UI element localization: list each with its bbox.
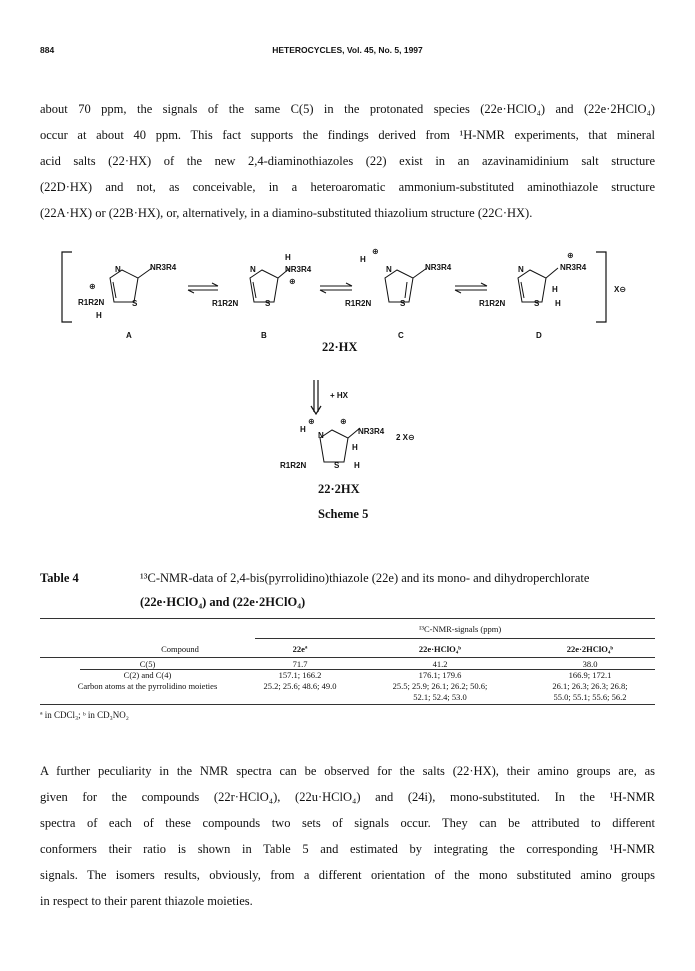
text-line: in respect to their parent thiazole moieties. <box>40 894 253 908</box>
text-line: acid salts (22·HX) of the new 2,4-diaminothiazoles (22) exist in an azavinamidinium salt structure <box>40 154 655 168</box>
structure-label-a: A <box>126 331 132 340</box>
right-bracket <box>596 252 606 322</box>
group-nr3r4: NR3R4 <box>560 263 587 272</box>
scheme-5 <box>0 240 695 540</box>
atom-label-n: N <box>115 265 121 274</box>
atom-label-s: S <box>132 299 138 308</box>
group-nr3r4: NR3R4 <box>285 265 312 274</box>
caption-line: ¹³C-NMR-data of 2,4-bis(pyrrolidino)thiazole (22e) and its mono- and dihydroperchlorate <box>140 571 590 585</box>
group-nr3r4: NR3R4 <box>150 263 177 272</box>
text-line: signals. The isomers results, obviously, from a different orientation of the mono substituted amino groups <box>40 868 655 882</box>
text-line: spectra of each of these compounds two sets of signals occur. They can be attributed to different <box>40 816 655 830</box>
table-footnote: ª in CDCl₃; ᵇ in CD₃NO₂ <box>40 710 129 720</box>
plus-charge: ⊕ <box>340 417 347 426</box>
plus-charge: ⊕ <box>89 282 96 291</box>
table-col-header: 22eª <box>292 644 308 654</box>
equilibrium-arrow <box>188 283 218 293</box>
structure-label-d: D <box>536 331 542 340</box>
text-line: (22A·HX) or (22B·HX), or, alternatively, in a diamino-substituted thiazolium structure (22C·HX). <box>40 206 533 220</box>
atom-label-h: H <box>552 285 558 294</box>
table-group-rule <box>255 638 655 639</box>
paragraph-1 <box>40 96 655 226</box>
text-line: occur at about 40 ppm. This fact supports the findings derived from ¹H-NMR experiments, that mineral <box>40 128 655 142</box>
group-r1r2n: R1R2N <box>212 299 239 308</box>
table-cell: 157.1; 166.2 <box>278 670 322 680</box>
atom-label-s: S <box>400 299 406 308</box>
table-cell: 25.5; 25.9; 26.1; 26.2; 50.6; <box>392 681 488 691</box>
atom-label-h: H <box>285 253 291 262</box>
table-cell: Carbon atoms at the pyrrolidino moieties <box>77 681 218 691</box>
atom-label-s: S <box>334 461 340 470</box>
table-cell: 52.1; 52.4; 53.0 <box>413 692 467 702</box>
atom-label-h: H <box>352 443 358 452</box>
page-number: 884 <box>40 45 55 55</box>
atom-label-n: N <box>518 265 524 274</box>
atom-label-h: H <box>354 461 360 470</box>
table-col-header: 22e·HClO₄ᵇ <box>418 644 462 654</box>
caption-line: (22e·HClO₄) and (22e·2HClO₄) <box>140 595 306 609</box>
group-r1r2n: R1R2N <box>78 298 105 307</box>
table-col-header: Compound <box>161 644 199 654</box>
table-cell: C(5) <box>139 659 156 669</box>
scheme-top-caption: 22·HX <box>322 340 358 354</box>
plus-charge: ⊕ <box>567 251 574 260</box>
group-nr3r4: NR3R4 <box>425 263 452 272</box>
table-cell: 38.0 <box>582 659 598 669</box>
table-cell: C(2) and C(4) <box>123 670 172 680</box>
journal-header: HETEROCYCLES, Vol. 45, No. 5, 1997 <box>272 45 423 55</box>
atom-label-s: S <box>265 299 271 308</box>
table-cell: 26.1; 26.3; 26.3; 26.8; <box>552 681 628 691</box>
atom-label-h: H <box>300 425 306 434</box>
atom-label-s: S <box>534 299 540 308</box>
table-cell: 25.2; 25.6; 48.6; 49.0 <box>263 681 337 691</box>
table-cell: 41.2 <box>432 659 448 669</box>
arrow-label: + HX <box>330 391 349 400</box>
thiazole-ring-2hx <box>320 430 348 462</box>
text-line: A further peculiarity in the NMR spectra can be observed for the salts (22·HX), their amino groups are, as <box>40 764 655 778</box>
atom-label-n: N <box>386 265 392 274</box>
plus-charge: ⊕ <box>308 417 315 426</box>
structure-label-c: C <box>398 331 404 340</box>
table-top-rule <box>40 618 655 619</box>
plus-charge: ⊕ <box>372 247 379 256</box>
table-cell: 55.0; 55.1; 55.6; 56.2 <box>553 692 627 702</box>
plus-charge: ⊕ <box>289 277 296 286</box>
atom-label-h: H <box>360 255 366 264</box>
table-caption-text <box>140 566 655 614</box>
thiazole-ring-c <box>385 270 413 302</box>
equilibrium-arrow <box>455 283 487 293</box>
atom-label-n: N <box>318 431 324 440</box>
paragraph-2 <box>40 758 655 914</box>
group-r1r2n: R1R2N <box>280 461 307 470</box>
protonation-arrow <box>311 380 321 414</box>
text-line: about 70 ppm, the signals of the same C(5) in the protonated species (22e·HClO₄) and (22e·2HClO₄) <box>40 102 655 116</box>
table-number: Table 4 <box>40 571 79 585</box>
group-nr3r4: NR3R4 <box>358 427 385 436</box>
table-cell: 71.7 <box>292 659 308 669</box>
structure-b <box>250 268 290 302</box>
structure-label-b: B <box>261 331 267 340</box>
table-header-rule <box>40 657 655 658</box>
scheme-title: Scheme 5 <box>318 507 369 521</box>
text-line: conformers their ratio is shown in Table 5 and estimated by integrating the corresponding ¹H-NMR <box>40 842 655 856</box>
counterion: X⊖ <box>614 285 627 294</box>
left-bracket <box>62 252 72 322</box>
group-r1r2n: R1R2N <box>345 299 372 308</box>
table-bottom-rule <box>40 704 655 705</box>
text-line: (22D·HX) and not, as conceivable, in a heteroaromatic ammonium-substituted aminothiazole structure <box>40 180 655 194</box>
atom-label-h: H <box>96 311 102 320</box>
atom-label-h: H <box>555 299 561 308</box>
scheme-bottom-caption: 22·2HX <box>318 482 360 496</box>
atom-label-n: N <box>250 265 256 274</box>
table-cell: 176.1; 179.6 <box>418 670 462 680</box>
running-header <box>40 45 655 59</box>
counterion: 2 X⊖ <box>396 433 415 442</box>
equilibrium-arrow <box>320 283 352 293</box>
text-line: given for the compounds (22r·HClO₄), (22u·HClO₄) and (24i), mono-substituted. In the ¹H-NMR <box>40 790 655 804</box>
group-r1r2n: R1R2N <box>479 299 506 308</box>
table-group-header: ¹³C-NMR-signals (ppm) <box>418 624 502 634</box>
table-col-header: 22e·2HClO₄ᵇ <box>566 644 614 654</box>
table-cell: 166.9; 172.1 <box>568 670 612 680</box>
